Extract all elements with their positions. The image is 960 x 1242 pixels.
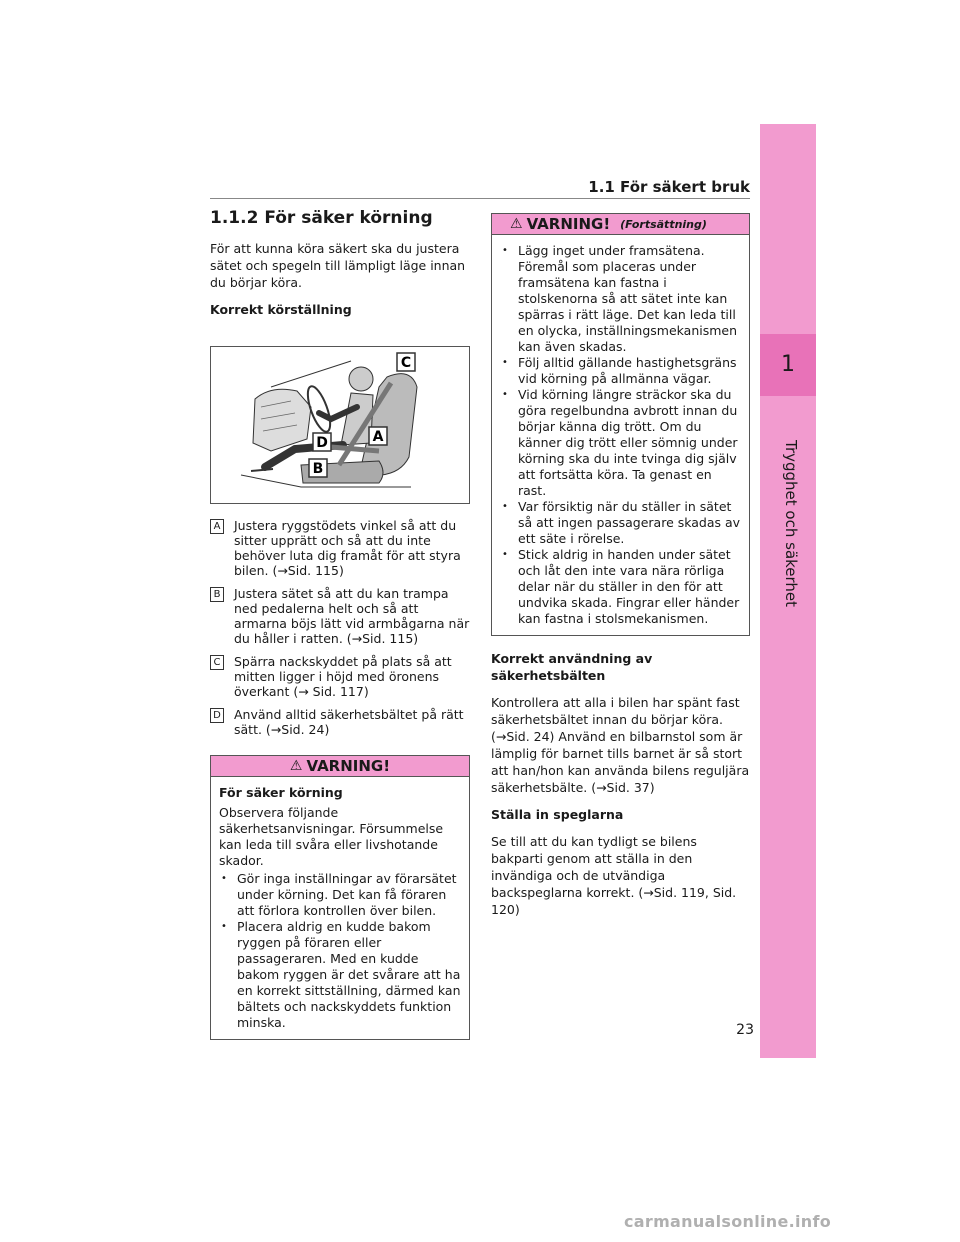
- item-text: Justera sätet så att du kan trampa ned pedalerna helt och så att armarna böjs lätt vid armbågarna när du håller i ratten. (→Sid. 115): [234, 586, 470, 646]
- header-rule: [210, 198, 750, 199]
- intro-paragraph: För att kunna köra säkert ska du justera sätet och spegeln till lämpligt läge innan du börjar köra.: [210, 241, 466, 290]
- warning-body: [492, 235, 749, 635]
- mirror-heading: Ställa in speglarna: [491, 807, 624, 822]
- item-key: C: [210, 655, 224, 670]
- warning-continued: (Fortsättning): [620, 217, 707, 231]
- warning-box-continued: [491, 213, 750, 636]
- running-header: 1.1 För säkert bruk: [588, 178, 750, 196]
- figure-label-b: B: [312, 461, 324, 477]
- figure-label-a: A: [372, 429, 384, 445]
- item-text: Justera ryggstödets vinkel så att du sitter upprätt och så att du inte behöver luta dig framåt för att styra bilen. (→Sid. 115): [234, 518, 461, 578]
- instruction-item-b: [210, 586, 470, 646]
- left-column: [210, 208, 470, 1040]
- chapter-number: 1: [781, 352, 795, 377]
- bullet-item: • Gör inga inställningar av förarsätet under körning. Det kan få föraren att förlora kontrollen över bilen.: [219, 871, 461, 919]
- driver-seat-drawing: [211, 347, 469, 503]
- warning-bullets: [219, 871, 461, 1031]
- warning-triangle-icon: ⚠: [510, 216, 523, 232]
- sub-heading: Korrekt körställning: [210, 302, 352, 317]
- bullet-item: • Var försiktig när du ställer in sätet så att ingen passagerare skadas av ett säte i rörelse.: [500, 499, 741, 547]
- watermark-logo: carmanualsonline.info: [624, 1212, 832, 1231]
- warning-box: [210, 755, 470, 1040]
- item-text: Använd alltid säkerhetsbältet på rätt sätt. (→Sid. 24): [234, 707, 464, 737]
- warning-intro: Observera följande säkerhetsanvisningar. Försummelse kan leda till svåra eller livshotande skador.: [219, 805, 444, 868]
- page-number: 23: [736, 1022, 754, 1038]
- warning-header: [492, 214, 749, 235]
- warning-body: [211, 777, 469, 1039]
- warning-header: [211, 756, 469, 777]
- warning-triangle-icon: ⚠: [289, 758, 303, 774]
- warning-title: VARNING!: [306, 757, 391, 775]
- bullet-item: • Placera aldrig en kudde bakom ryggen på föraren eller passageraren. Med en kudde bakom ryggen är det svårare att ha en korrekt sittställning, därmed kan bältets och nackskyddets funktion minska.: [219, 919, 461, 1031]
- item-key: D: [210, 708, 224, 723]
- mirror-paragraph: Se till att du kan tydligt se bilens bakparti genom att ställa in den invändiga och de utvändiga backspeglarna korrekt. (→Sid. 119, Sid. 120): [491, 834, 737, 917]
- chapter-title: Trygghet och säkerhet: [782, 440, 800, 608]
- belt-heading: Korrekt användning av säkerhetsbälten: [491, 651, 653, 683]
- item-key: A: [210, 519, 224, 534]
- belt-paragraph: Kontrollera att alla i bilen har spänt fast säkerhetsbältet innan du börjar köra. (→Sid. 24) Använd en bilbarnstol som är lämplig för barnet tills barnet är så stort att han/hon kan använda bilens reguljära säkerhetsbälte. (→Sid. 37): [491, 695, 750, 795]
- bullet-item: • Följ alltid gällande hastighetsgräns vid körning på allmänna vägar.: [500, 355, 741, 387]
- instruction-item-c: [210, 654, 470, 699]
- item-text: Spärra nackskyddet på plats så att mitten ligger i höjd med öronens överkant (→ Sid. 117): [234, 654, 452, 699]
- warning-subtitle: För säker körning: [219, 785, 343, 800]
- bullet-item: • Stick aldrig in handen under sätet och låt den inte vara nära rörliga delar när du ställer in den för att undvika skada. Fingrar eller händer kan fastna i stolsmekanismen.: [500, 547, 741, 627]
- figure-label-d: D: [316, 435, 328, 451]
- section-heading: 1.1.2 För säker körning: [210, 208, 433, 228]
- bullet-item: • Vid körning längre sträckor ska du göra regelbundna avbrott innan du börjar känna dig trött. Om du känner dig trött eller sömnig under körning ska du inte tvinga dig själv att fortsätta köra. Ta genast en rast.: [500, 387, 741, 499]
- driving-position-illustration: [210, 346, 470, 504]
- right-column: [491, 213, 750, 928]
- instruction-item-a: [210, 518, 470, 578]
- bullet-item: • Lägg inget under framsätena. Föremål som placeras under framsätena kan fastna i stolskenorna så att sätet inte kan spärras i rätt läge. Det kan leda till en olycka, inställningsmekanismen kan även skadas.: [500, 243, 741, 355]
- warning-title: VARNING!: [526, 215, 611, 233]
- item-key: B: [210, 587, 224, 602]
- instruction-item-d: [210, 707, 470, 737]
- figure-label-c: C: [400, 355, 412, 371]
- warning-bullets: [500, 243, 741, 627]
